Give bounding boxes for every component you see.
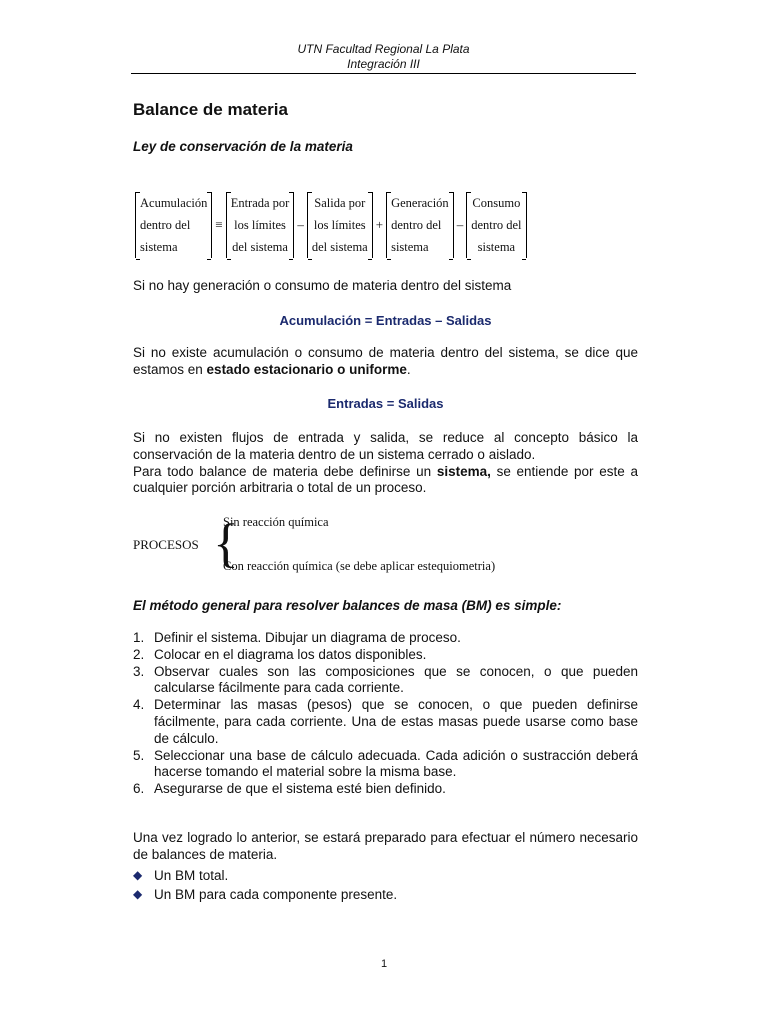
equation-operator: – (297, 217, 304, 232)
equation-term-consumption: Consumo dentro del sistema (466, 192, 526, 258)
section-subtitle: Ley de conservación de la materia (133, 139, 353, 154)
list-item: ◆ Un BM para cada componente presente. (133, 887, 398, 902)
equation-term-input: Entrada por los límites del sistema (226, 192, 295, 258)
page-header (131, 42, 636, 72)
list-item: 3. Observar cuales son las composiciones que se conocen, o que pueden calcularse fácilmente para cada corriente. (133, 663, 638, 696)
list-item: 6. Asegurarse de que el sistema esté bien definido. (133, 781, 446, 797)
header-rule (131, 73, 636, 74)
paragraph-no-generation: Si no hay generación o consumo de materia dentro del sistema (133, 278, 512, 293)
equation-term-generation: Generación dentro del sistema (386, 192, 454, 258)
process-option-no-reaction: Sin reacción química (223, 515, 329, 529)
equation-accumulation: Acumulación = Entradas – Salidas (279, 313, 492, 328)
paragraph-system: Si no existen flujos de entrada y salida, se reduce al concepto básico la conservación de la materia dentro de un sistema cerrado o aislado. Para todo balance de materia debe definirse un sistema, se entiende por este a cualquier porción arbitraria o total de un proceso. (133, 430, 638, 496)
equation-operator: – (456, 217, 464, 232)
diamond-bullet-icon: ◆ (133, 887, 143, 901)
list-item: 1. Definir el sistema. Dibujar un diagrama de proceso. (133, 630, 461, 645)
header-institution: UTN Facultad Regional La Plata (297, 42, 470, 56)
bullet-list (133, 866, 397, 904)
list-item: 5. Seleccionar una base de cálculo adecuada. Cada adición o sustracción deberá hacerse tomando el material sobre la misma base. (133, 747, 638, 780)
list-item: ◆ Un BM total. (133, 868, 229, 883)
steps-list (133, 630, 638, 798)
equation-term-accumulation: Acumulación dentro del sistema (135, 192, 212, 258)
list-item: 4. Determinar las masas (pesos) que se conocen, o que pueden definirse fácilmente, para cada corriente. Una de estas masas puede usarse como base de cálculo. (133, 697, 638, 746)
curly-brace-icon: { (213, 513, 239, 573)
equation-steady: Entradas = Salidas (327, 396, 444, 411)
page-number: 1 (380, 958, 388, 970)
paragraph-steady-state: Si no existe acumulación o consumo de materia dentro del sistema, se dice que estamos en estado estacionario o uniforme. (133, 345, 638, 377)
diamond-bullet-icon: ◆ (133, 868, 143, 882)
paragraph-conclusion: Una vez logrado lo anterior, se estará preparado para efectuar el número necesario de balances de materia. (133, 830, 638, 862)
page-title: Balance de materia (133, 100, 288, 119)
process-option-reaction: Con reacción química (se debe aplicar estequiometria) (223, 559, 496, 573)
header-course: Integración III (347, 57, 420, 71)
process-label: PROCESOS (133, 537, 199, 552)
equation-operator: ≡ (215, 217, 223, 232)
equation-term-output: Salida por los límites del sistema (307, 192, 373, 258)
equation-operator: + (375, 217, 384, 232)
list-item: 2. Colocar en el diagrama los datos disponibles. (133, 646, 427, 662)
steps-title: El método general para resolver balances de masa (BM) es simple: (133, 598, 562, 613)
conservation-equation (135, 192, 527, 258)
